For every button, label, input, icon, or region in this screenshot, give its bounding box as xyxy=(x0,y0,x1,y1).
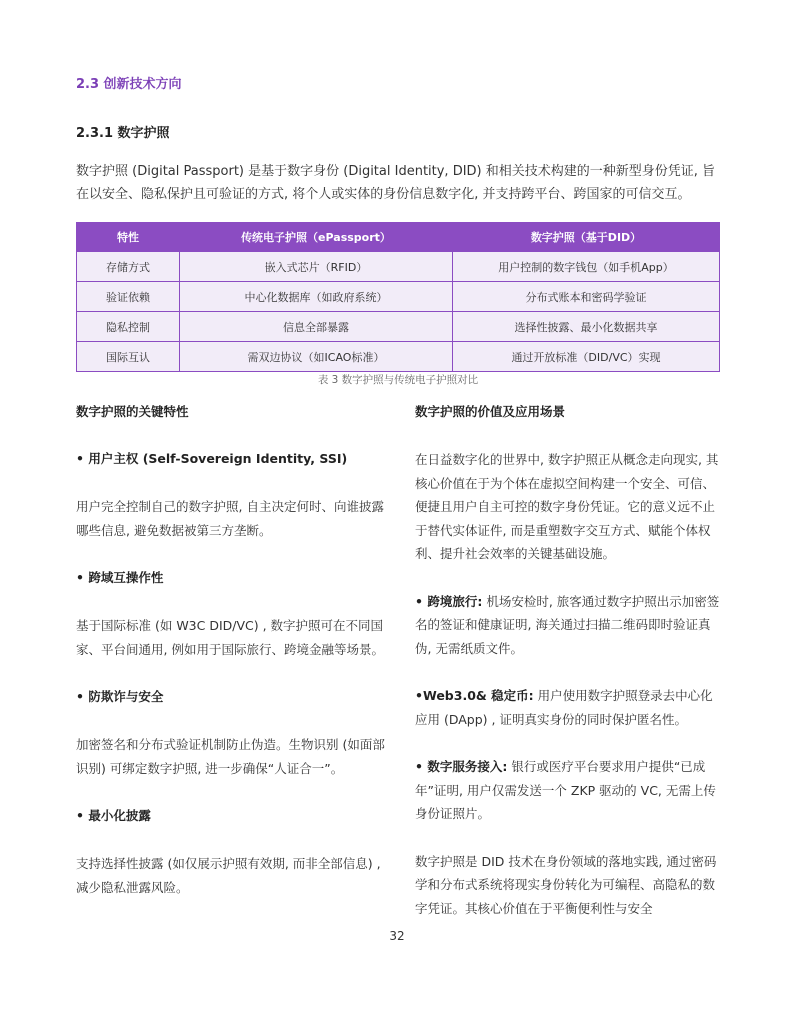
table-cell: 嵌入式芯片（RFID） xyxy=(180,252,453,282)
scenario-item xyxy=(415,684,721,731)
right-column-title: 数字护照的价值及应用场景 xyxy=(415,404,566,419)
feature-heading: • 跨域互操作性 xyxy=(76,570,164,585)
table-header-row xyxy=(77,223,720,252)
closing-paragraph: 数字护照是 DID 技术在身份领域的落地实践, 通过密码学和分布式系统将现实身份转化为可编程、高隐私的数字凭证。其核心价值在于平衡便利性与安全 xyxy=(415,853,717,916)
feature-text: 支持选择性披露 (如仅展示护照有效期, 而非全部信息) , 减少隐私泄露风险。 xyxy=(76,856,381,895)
right-column xyxy=(415,402,721,920)
section-title: 2.3 创新技术方向 xyxy=(76,77,182,92)
table-row xyxy=(77,342,720,372)
feature-text: 加密签名和分布式验证机制防止伪造。生物识别 (如面部识别) 可绑定数字护照, 进一步确保“人证合一”。 xyxy=(76,737,385,776)
feature-text: 基于国际标准 (如 W3C DID/VC) , 数字护照可在不同国家、平台间通用, 例如用于国际旅行、跨境金融等场景。 xyxy=(76,618,384,657)
table-cell: 隐私控制 xyxy=(77,312,180,342)
scenario-item xyxy=(415,755,721,826)
table-cell: 需双边协议（如ICAO标准） xyxy=(180,342,453,372)
page-number: 32 xyxy=(389,929,405,943)
table-row xyxy=(77,252,720,282)
comparison-table xyxy=(76,222,720,372)
table-header-epassport: 传统电子护照（ePassport） xyxy=(180,223,453,252)
scenario-lead: • 数字服务接入: xyxy=(415,759,508,774)
table-row xyxy=(77,312,720,342)
table-cell: 选择性披露、最小化数据共享 xyxy=(453,312,720,342)
scenario-lead: •Web3.0& 稳定币: xyxy=(415,688,534,703)
scenario-text: 机场安检时, 旅客通过数字护照出示加密签名的签证和健康证明, 海关通过扫描二维码即时验证真伪, 无需纸质文件。 xyxy=(415,593,720,656)
feature-text: 用户完全控制自己的数字护照, 自主决定何时、向谁披露哪些信息, 避免数据被第三方垄断。 xyxy=(76,499,384,538)
table-cell: 国际互认 xyxy=(77,342,180,372)
intro-paragraph: 数字护照 (Digital Passport) 是基于数字身份 (Digital Identity, DID) 和相关技术构建的一种新型身份凭证, 旨在以安全、隐私保护且可验证的方式, 将个人或实体的身份信息数字化, 并支持跨平台、跨国家的可信交互。 xyxy=(76,164,716,202)
table-cell: 中心化数据库（如政府系统） xyxy=(180,282,453,312)
scenario-text: 银行或医疗平台要求用户提供“已成年”证明, 用户仅需发送一个 ZKP 驱动的 VC, 无需上传身份证照片。 xyxy=(415,759,716,821)
table-cell: 存储方式 xyxy=(77,252,180,282)
feature-heading: • 防欺诈与安全 xyxy=(76,689,164,704)
table-cell: 分布式账本和密码学验证 xyxy=(453,282,720,312)
table-cell: 通过开放标准（DID/VC）实现 xyxy=(453,342,720,372)
table-header-feature: 特性 xyxy=(77,223,180,252)
table-header-digital-passport: 数字护照（基于DID） xyxy=(453,223,720,252)
table-cell: 验证依赖 xyxy=(77,282,180,312)
table-caption: 表 3 数字护照与传统电子护照对比 xyxy=(317,374,479,386)
feature-heading: • 最小化披露 xyxy=(76,808,151,823)
table-cell: 信息全部暴露 xyxy=(180,312,453,342)
scenario-item xyxy=(415,590,721,661)
table-cell: 用户控制的数字钱包（如手机App） xyxy=(453,252,720,282)
value-intro: 在日益数字化的世界中, 数字护照正从概念走向现实, 其核心价值在于为个体在虚拟空间构建一个安全、可信、便捷且用户自主可控的数字身份凭证。它的意义远不止于替代实体证件, 而是重塑数字交互方式、赋能个体权利、提升社会效率的关键基础设施。 xyxy=(415,452,719,561)
subsection-title: 2.3.1 数字护照 xyxy=(76,126,170,141)
scenario-text: 用户使用数字护照登录去中心化应用 (DApp) , 证明真实身份的同时保护匿名性。 xyxy=(415,688,713,727)
left-column xyxy=(76,402,386,899)
feature-heading: • 用户主权 (Self-Sovereign Identity, SSI) xyxy=(76,451,348,466)
left-column-title: 数字护照的关键特性 xyxy=(76,404,189,419)
scenario-lead: • 跨境旅行: xyxy=(415,593,483,609)
table-row xyxy=(77,282,720,312)
